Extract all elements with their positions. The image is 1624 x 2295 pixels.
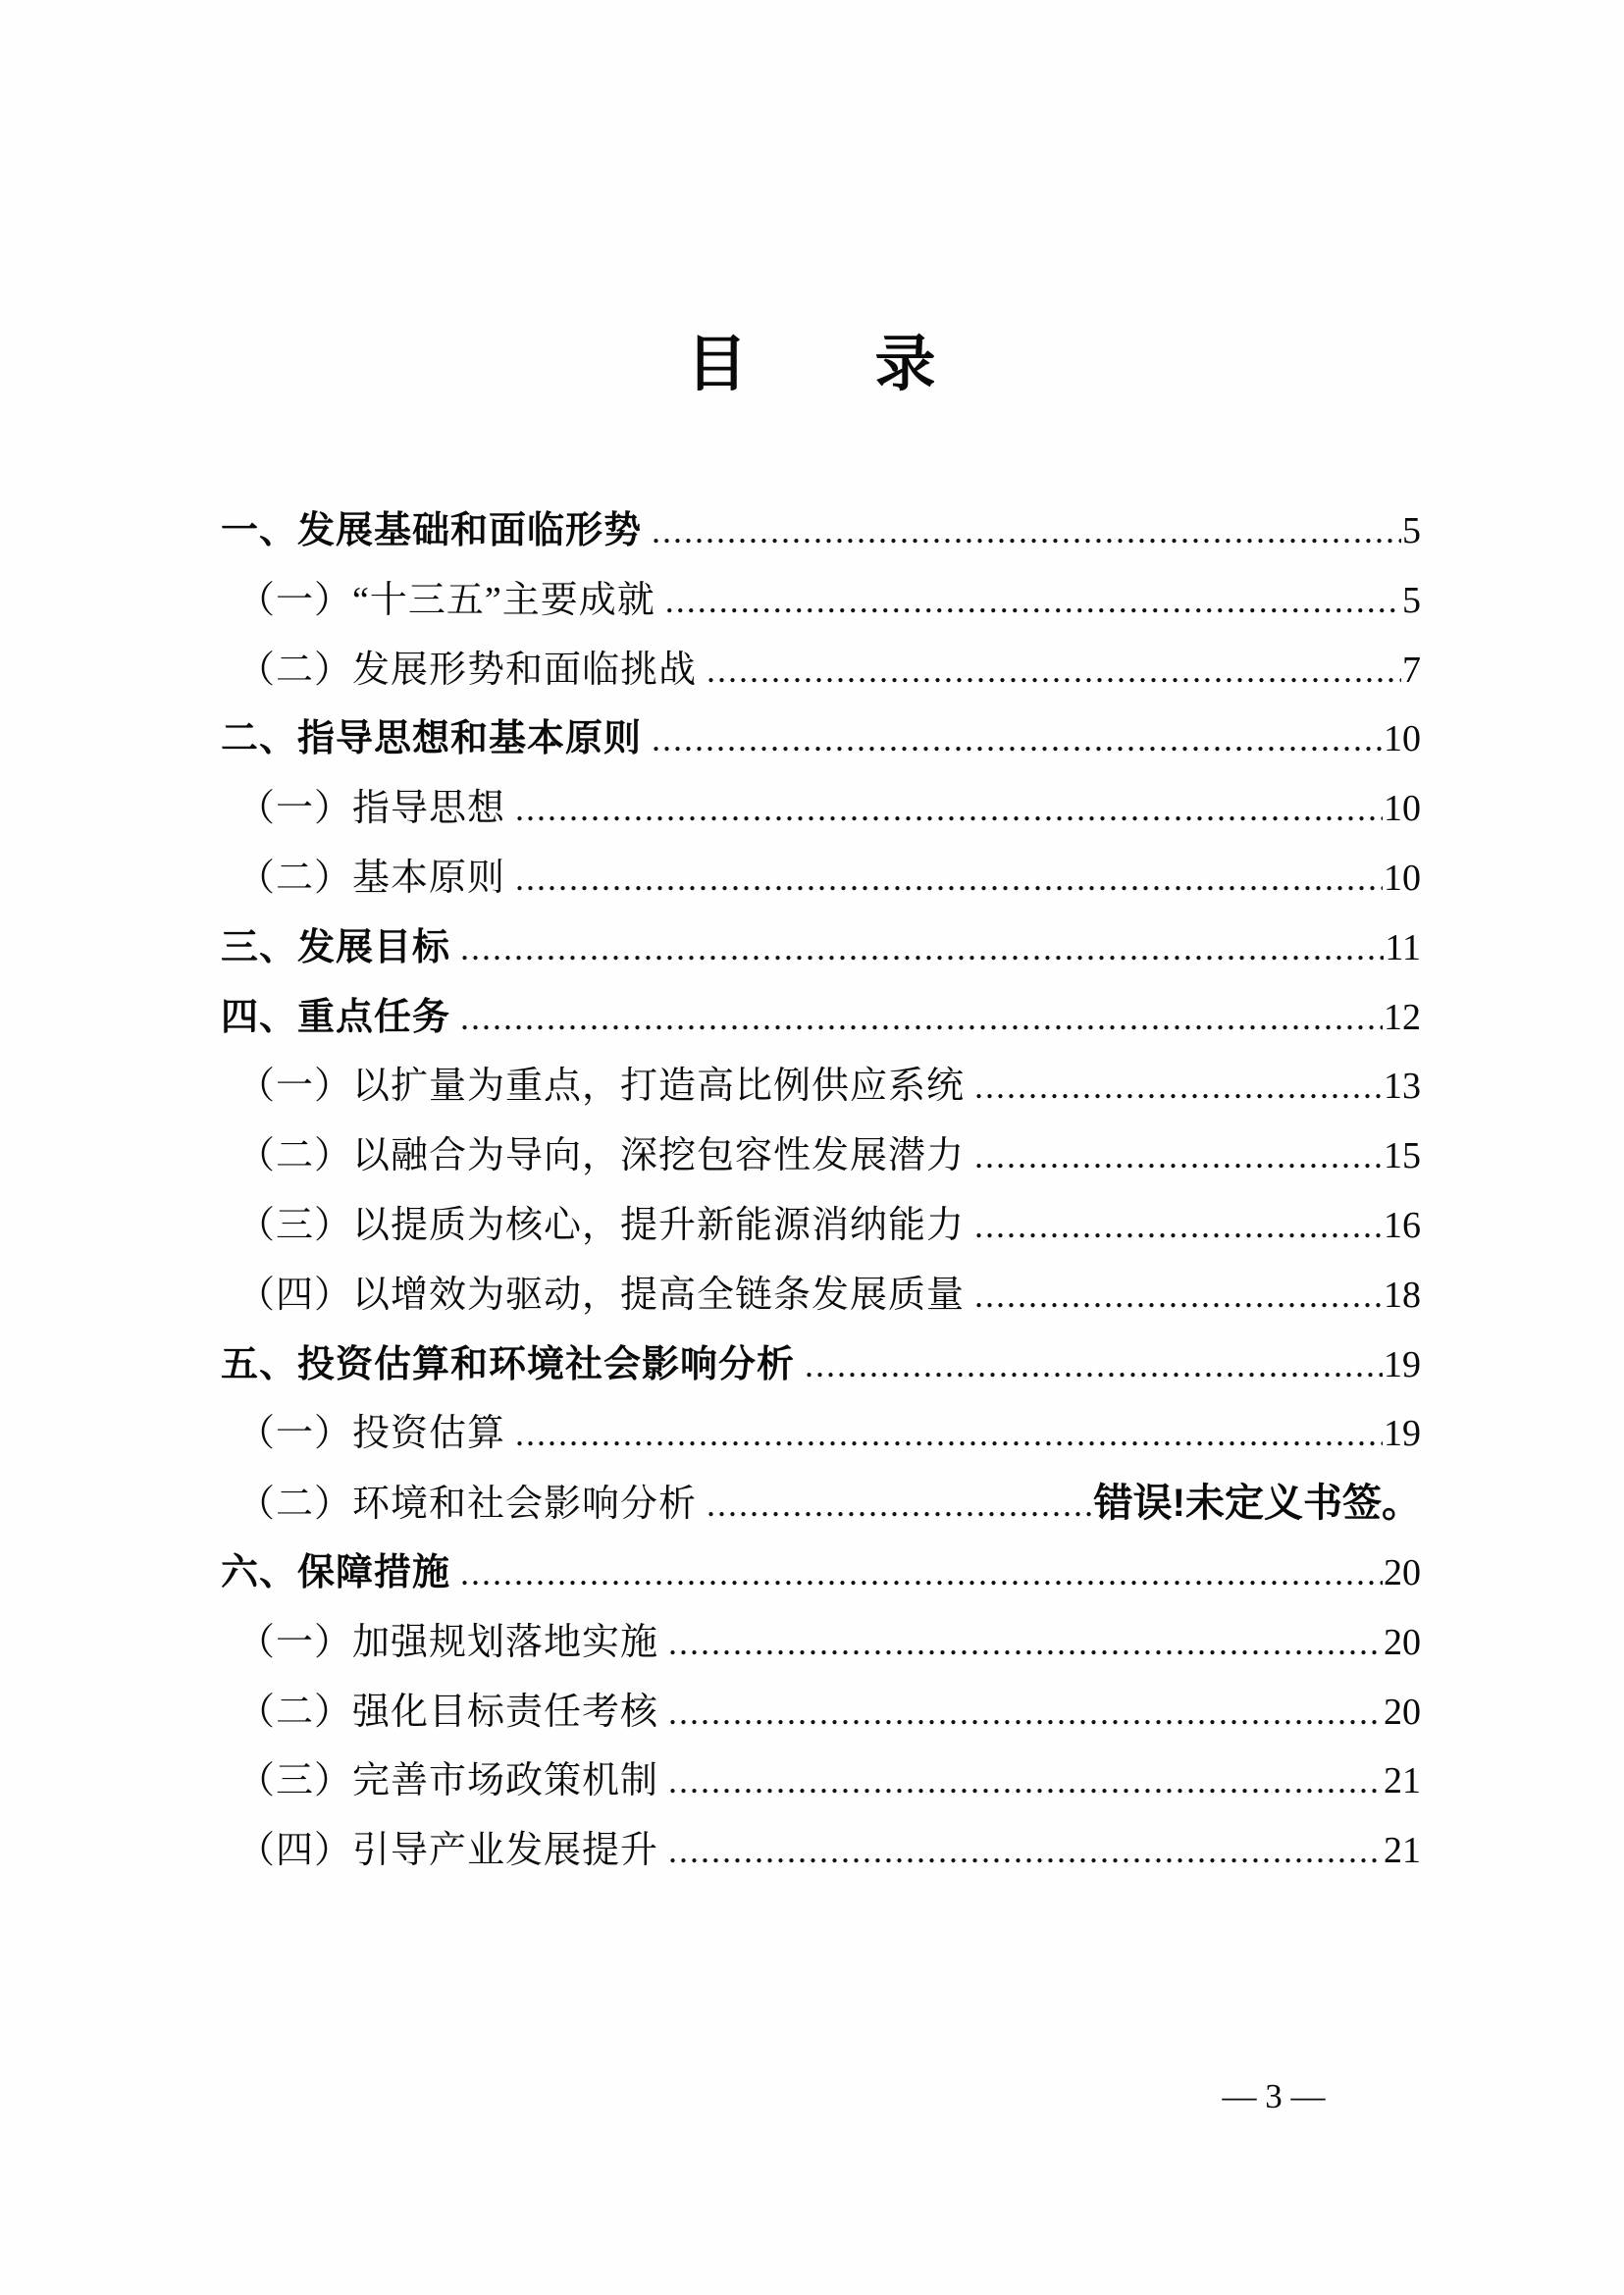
toc-entry-label: （一）加强规划落地实施 bbox=[237, 1621, 659, 1663]
toc-entry-page: 20 bbox=[1384, 1551, 1421, 1593]
toc-entry bbox=[221, 704, 1421, 774]
toc-entry-label: （二）以融合为导向，深挖包容性发展潜力 bbox=[237, 1135, 966, 1177]
toc-entry-page: 11 bbox=[1385, 926, 1421, 968]
toc-entry bbox=[221, 1469, 1421, 1539]
page-title: 目 录 bbox=[686, 332, 938, 398]
toc-entry-page: 7 bbox=[1402, 649, 1421, 691]
dot-leader bbox=[460, 983, 1383, 1061]
toc-entry-page: 10 bbox=[1384, 857, 1421, 899]
toc-entry bbox=[221, 774, 1421, 844]
toc-entry bbox=[221, 1330, 1421, 1400]
dot-leader bbox=[460, 913, 1384, 991]
dot-leader bbox=[665, 566, 1401, 644]
toc-entry-page: 19 bbox=[1384, 1413, 1421, 1455]
toc-entry-label: 六、保障措施 bbox=[221, 1551, 451, 1593]
toc-entry bbox=[221, 1678, 1421, 1747]
toc-entry-page: 21 bbox=[1384, 1830, 1421, 1872]
toc-entry-label: （一）投资估算 bbox=[237, 1413, 506, 1455]
toc-entry-page: 18 bbox=[1384, 1274, 1421, 1316]
dot-leader bbox=[652, 704, 1383, 782]
toc-entry-label: （二）发展形势和面临挑战 bbox=[237, 649, 698, 691]
toc-entry-label: （四）以增效为驱动，提高全链条发展质量 bbox=[237, 1274, 966, 1316]
toc-entry bbox=[221, 1608, 1421, 1678]
toc-entry-label: 一、发展基础和面临形势 bbox=[221, 510, 643, 551]
toc-entry bbox=[221, 913, 1421, 983]
toc-entry bbox=[221, 1747, 1421, 1816]
toc-entry-label: （二）基本原则 bbox=[237, 857, 506, 899]
dot-leader bbox=[668, 1747, 1383, 1824]
toc-entry-page: 12 bbox=[1384, 996, 1421, 1038]
dot-leader bbox=[668, 1608, 1383, 1686]
toc-entry bbox=[221, 1121, 1421, 1191]
dot-leader bbox=[805, 1330, 1383, 1408]
dot-leader bbox=[707, 636, 1401, 713]
dot-leader bbox=[668, 1678, 1383, 1755]
toc-entry-label: 三、发展目标 bbox=[221, 926, 451, 968]
toc-entry-page: 15 bbox=[1384, 1135, 1421, 1177]
dot-leader bbox=[707, 1470, 1093, 1547]
dot-leader bbox=[652, 496, 1401, 574]
toc-entry-page: 19 bbox=[1384, 1343, 1421, 1385]
dot-leader bbox=[974, 1191, 1383, 1269]
toc-entry bbox=[221, 1539, 1421, 1608]
toc-entry bbox=[221, 496, 1421, 566]
toc-entry-label: （一）以扩量为重点，打造高比例供应系统 bbox=[237, 1066, 966, 1108]
toc-entry bbox=[221, 566, 1421, 636]
toc-entry bbox=[221, 983, 1421, 1053]
table-of-contents bbox=[221, 496, 1421, 1886]
toc-entry-page: 21 bbox=[1384, 1760, 1421, 1802]
dot-leader bbox=[974, 1052, 1383, 1129]
footer-page-number: — 3 — bbox=[1222, 2077, 1326, 2115]
toc-entry-page: 10 bbox=[1384, 788, 1421, 830]
dot-leader bbox=[974, 1121, 1383, 1199]
toc-entry-page: 10 bbox=[1384, 718, 1421, 760]
toc-entry-page: 16 bbox=[1384, 1204, 1421, 1246]
toc-entry-label: （二）强化目标责任考核 bbox=[237, 1691, 659, 1733]
toc-entry-page: 13 bbox=[1384, 1066, 1421, 1108]
toc-entry-page-error: 错误!未定义书签。 bbox=[1093, 1482, 1421, 1526]
toc-entry-label: （四）引导产业发展提升 bbox=[237, 1830, 659, 1872]
dot-leader bbox=[515, 1399, 1383, 1477]
dot-leader bbox=[668, 1816, 1383, 1894]
toc-entry-page: 5 bbox=[1402, 510, 1421, 551]
toc-entry-label: （三）完善市场政策机制 bbox=[237, 1760, 659, 1802]
toc-entry-label: （一）指导思想 bbox=[237, 788, 506, 830]
dot-leader bbox=[515, 774, 1383, 852]
toc-entry bbox=[221, 1399, 1421, 1469]
toc-entry bbox=[221, 1191, 1421, 1261]
toc-entry-label: 四、重点任务 bbox=[221, 996, 451, 1038]
toc-entry bbox=[221, 1052, 1421, 1121]
toc-entry-label: （二）环境和社会影响分析 bbox=[237, 1484, 698, 1526]
toc-entry-page: 20 bbox=[1384, 1621, 1421, 1663]
toc-entry-label: 二、指导思想和基本原则 bbox=[221, 718, 643, 760]
toc-entry bbox=[221, 1816, 1421, 1886]
dot-leader bbox=[460, 1539, 1383, 1616]
toc-entry bbox=[221, 1261, 1421, 1330]
toc-entry-page: 5 bbox=[1402, 579, 1421, 621]
toc-entry-label: （一）“十三五”主要成就 bbox=[237, 579, 655, 621]
toc-entry-label: 五、投资估算和环境社会影响分析 bbox=[221, 1343, 796, 1385]
toc-entry-label: （三）以提质为核心，提升新能源消纳能力 bbox=[237, 1204, 966, 1246]
dot-leader bbox=[974, 1261, 1383, 1338]
toc-entry bbox=[221, 844, 1421, 913]
dot-leader bbox=[515, 844, 1383, 921]
toc-entry-page: 20 bbox=[1384, 1691, 1421, 1733]
toc-entry bbox=[221, 636, 1421, 705]
